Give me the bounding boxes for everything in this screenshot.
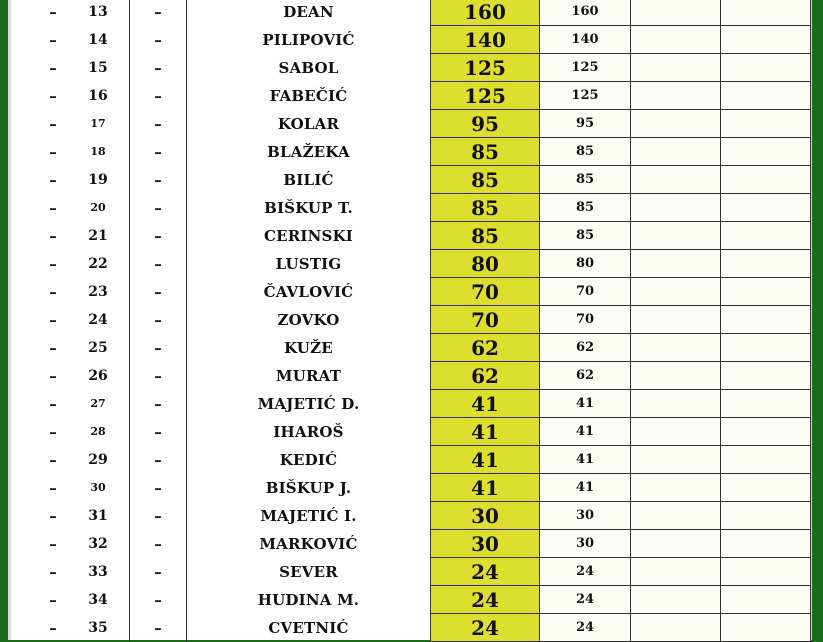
empty-cell	[631, 222, 721, 250]
rank-cell: 32	[67, 530, 130, 558]
points-cell: 70	[431, 278, 540, 306]
empty-cell	[631, 166, 721, 194]
empty-cell	[631, 138, 721, 166]
points-cell: 41	[431, 474, 540, 502]
points-cell: 95	[431, 110, 540, 138]
value-cell: 140	[540, 26, 631, 54]
player-name-cell: MURAT	[187, 362, 431, 390]
value-cell: 125	[540, 82, 631, 110]
player-name-cell: SABOL	[187, 54, 431, 82]
dash-marker: –	[49, 506, 57, 525]
empty-cell	[631, 334, 721, 362]
player-name-cell: PILIPOVIĆ	[187, 26, 431, 54]
dash-marker: –	[130, 222, 187, 250]
rank-cell: 16	[67, 82, 130, 110]
empty-cell	[721, 110, 811, 138]
points-cell: 160	[431, 0, 540, 26]
empty-cell	[721, 390, 811, 418]
points-cell: 80	[431, 250, 540, 278]
table-row	[39, 530, 811, 558]
points-cell: 41	[431, 418, 540, 446]
empty-cell	[721, 0, 811, 26]
empty-cell	[631, 614, 721, 642]
standings-table	[39, 0, 811, 642]
table-row	[39, 446, 811, 474]
sheet	[8, 0, 812, 640]
empty-cell	[721, 474, 811, 502]
dash-marker: –	[49, 478, 57, 497]
dash-marker: –	[49, 282, 57, 301]
player-name-cell: LUSTIG	[187, 250, 431, 278]
dash-marker: –	[130, 250, 187, 278]
dash-marker: –	[130, 306, 187, 334]
dash-marker: –	[49, 58, 57, 77]
points-cell: 41	[431, 446, 540, 474]
empty-cell	[631, 250, 721, 278]
empty-cell	[631, 446, 721, 474]
player-name-cell: MAJETIĆ D.	[187, 390, 431, 418]
table-row	[39, 138, 811, 166]
empty-cell	[631, 110, 721, 138]
value-cell: 70	[540, 278, 631, 306]
dash-marker: –	[130, 418, 187, 446]
empty-cell	[631, 474, 721, 502]
empty-cell	[721, 418, 811, 446]
value-cell: 70	[540, 306, 631, 334]
value-cell: 41	[540, 474, 631, 502]
table-row	[39, 558, 811, 586]
table-row	[39, 26, 811, 54]
dash-marker: –	[130, 110, 187, 138]
table-row	[39, 194, 811, 222]
dash-marker: –	[130, 558, 187, 586]
rank-cell: 27	[67, 390, 130, 418]
points-cell: 24	[431, 614, 540, 642]
dash-marker: –	[130, 614, 187, 642]
empty-cell	[721, 222, 811, 250]
value-cell: 30	[540, 502, 631, 530]
value-cell: 95	[540, 110, 631, 138]
empty-cell	[631, 418, 721, 446]
table-row	[39, 222, 811, 250]
rank-cell: 30	[67, 474, 130, 502]
player-name-cell: MARKOVIĆ	[187, 530, 431, 558]
empty-cell	[721, 530, 811, 558]
player-name-cell: MAJETIĆ I.	[187, 502, 431, 530]
points-cell: 24	[431, 558, 540, 586]
player-name-cell: BIŠKUP T.	[187, 194, 431, 222]
dash-marker: –	[49, 114, 57, 133]
points-cell: 62	[431, 362, 540, 390]
rank-cell: 33	[67, 558, 130, 586]
dash-marker: –	[130, 166, 187, 194]
value-cell: 85	[540, 166, 631, 194]
points-cell: 70	[431, 306, 540, 334]
rank-cell: 29	[67, 446, 130, 474]
table-row	[39, 110, 811, 138]
standings-table-body	[39, 0, 811, 642]
empty-cell	[721, 250, 811, 278]
rank-cell: 35	[67, 614, 130, 642]
dash-marker: –	[49, 142, 57, 161]
value-cell: 41	[540, 418, 631, 446]
value-cell: 24	[540, 614, 631, 642]
empty-cell	[631, 194, 721, 222]
table-row	[39, 306, 811, 334]
dash-marker: –	[130, 278, 187, 306]
dash-marker: –	[49, 86, 57, 105]
player-name-cell: CVETNIĆ	[187, 614, 431, 642]
empty-cell	[631, 278, 721, 306]
dash-marker: –	[130, 82, 187, 110]
table-row	[39, 82, 811, 110]
table-row	[39, 362, 811, 390]
empty-cell	[721, 334, 811, 362]
player-name-cell: ZOVKO	[187, 306, 431, 334]
player-name-cell: BLAŽEKA	[187, 138, 431, 166]
empty-cell	[631, 558, 721, 586]
points-cell: 62	[431, 334, 540, 362]
table-row	[39, 418, 811, 446]
dash-marker: –	[49, 226, 57, 245]
value-cell: 62	[540, 362, 631, 390]
dash-marker: –	[130, 530, 187, 558]
points-cell: 140	[431, 26, 540, 54]
value-cell: 160	[540, 0, 631, 26]
dash-marker: –	[130, 334, 187, 362]
dash-marker: –	[130, 502, 187, 530]
value-cell: 30	[540, 530, 631, 558]
rank-cell: 15	[67, 54, 130, 82]
points-cell: 125	[431, 54, 540, 82]
player-name-cell: IHAROŠ	[187, 418, 431, 446]
rank-cell: 22	[67, 250, 130, 278]
dash-marker: –	[49, 618, 57, 637]
rank-cell: 25	[67, 334, 130, 362]
rank-cell: 13	[67, 0, 130, 26]
standings-table-wrap	[39, 0, 811, 642]
dash-marker: –	[130, 194, 187, 222]
dash-marker: –	[130, 26, 187, 54]
empty-cell	[631, 586, 721, 614]
dash-marker: –	[49, 590, 57, 609]
table-row	[39, 586, 811, 614]
player-name-cell: ČAVLOVIĆ	[187, 278, 431, 306]
rank-cell: 31	[67, 502, 130, 530]
empty-cell	[721, 446, 811, 474]
empty-cell	[721, 194, 811, 222]
table-row	[39, 474, 811, 502]
empty-cell	[631, 306, 721, 334]
value-cell: 62	[540, 334, 631, 362]
table-row	[39, 390, 811, 418]
dash-marker: –	[130, 54, 187, 82]
rank-cell: 17	[67, 110, 130, 138]
player-name-cell: BILIĆ	[187, 166, 431, 194]
player-name-cell: SEVER	[187, 558, 431, 586]
points-cell: 85	[431, 194, 540, 222]
dash-marker: –	[130, 586, 187, 614]
points-cell: 30	[431, 502, 540, 530]
points-cell: 85	[431, 166, 540, 194]
dash-marker: –	[49, 254, 57, 273]
dash-marker: –	[130, 138, 187, 166]
empty-cell	[631, 82, 721, 110]
table-row	[39, 250, 811, 278]
empty-cell	[721, 82, 811, 110]
dash-marker: –	[130, 446, 187, 474]
empty-cell	[721, 362, 811, 390]
dash-marker: –	[49, 2, 57, 21]
empty-cell	[721, 166, 811, 194]
dash-marker: –	[130, 390, 187, 418]
player-name-cell: KOLAR	[187, 110, 431, 138]
points-cell: 41	[431, 390, 540, 418]
dash-marker: –	[130, 0, 187, 26]
empty-cell	[631, 0, 721, 26]
dash-marker: –	[49, 562, 57, 581]
value-cell: 41	[540, 390, 631, 418]
player-name-cell: KUŽE	[187, 334, 431, 362]
rank-cell: 28	[67, 418, 130, 446]
table-row	[39, 0, 811, 26]
rank-cell: 19	[67, 166, 130, 194]
value-cell: 80	[540, 250, 631, 278]
dash-marker: –	[49, 30, 57, 49]
empty-cell	[721, 502, 811, 530]
dash-marker: –	[130, 474, 187, 502]
empty-cell	[631, 502, 721, 530]
table-row	[39, 166, 811, 194]
rank-cell: 23	[67, 278, 130, 306]
rank-cell: 21	[67, 222, 130, 250]
empty-cell	[721, 586, 811, 614]
table-row	[39, 54, 811, 82]
table-row	[39, 278, 811, 306]
rank-cell: 20	[67, 194, 130, 222]
table-row	[39, 334, 811, 362]
dash-marker: –	[49, 422, 57, 441]
empty-cell	[721, 26, 811, 54]
points-cell: 85	[431, 222, 540, 250]
empty-cell	[631, 530, 721, 558]
value-cell: 85	[540, 222, 631, 250]
points-cell: 30	[431, 530, 540, 558]
player-name-cell: KEDIĆ	[187, 446, 431, 474]
empty-cell	[631, 362, 721, 390]
points-cell: 125	[431, 82, 540, 110]
empty-cell	[721, 138, 811, 166]
rank-cell: 24	[67, 306, 130, 334]
dash-marker: –	[49, 198, 57, 217]
empty-cell	[721, 54, 811, 82]
rank-cell: 14	[67, 26, 130, 54]
rank-cell: 18	[67, 138, 130, 166]
table-row	[39, 502, 811, 530]
player-name-cell: CERINSKI	[187, 222, 431, 250]
rank-cell: 34	[67, 586, 130, 614]
dash-marker: –	[49, 170, 57, 189]
value-cell: 85	[540, 138, 631, 166]
player-name-cell: DEAN	[187, 0, 431, 26]
empty-cell	[721, 306, 811, 334]
dash-marker: –	[49, 366, 57, 385]
value-cell: 24	[540, 586, 631, 614]
dash-marker: –	[49, 394, 57, 413]
dash-marker: –	[130, 362, 187, 390]
points-cell: 85	[431, 138, 540, 166]
value-cell: 24	[540, 558, 631, 586]
empty-cell	[721, 614, 811, 642]
points-cell: 24	[431, 586, 540, 614]
value-cell: 41	[540, 446, 631, 474]
empty-cell	[721, 278, 811, 306]
dash-marker: –	[49, 450, 57, 469]
player-name-cell: HUDINA M.	[187, 586, 431, 614]
dash-marker: –	[49, 534, 57, 553]
empty-cell	[631, 26, 721, 54]
rank-cell: 26	[67, 362, 130, 390]
dash-marker: –	[49, 310, 57, 329]
player-name-cell: BIŠKUP J.	[187, 474, 431, 502]
value-cell: 125	[540, 54, 631, 82]
table-row	[39, 614, 811, 642]
empty-cell	[631, 54, 721, 82]
value-cell: 85	[540, 194, 631, 222]
player-name-cell: FABEČIĆ	[187, 82, 431, 110]
empty-cell	[631, 390, 721, 418]
empty-cell	[721, 558, 811, 586]
dash-marker: –	[49, 338, 57, 357]
